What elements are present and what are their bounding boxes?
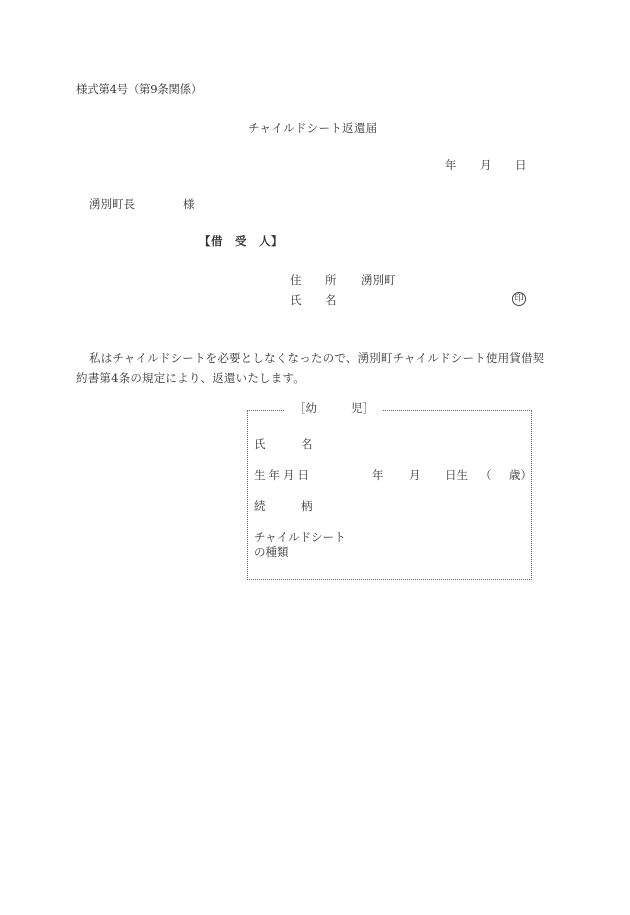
age-open-paren: （: [480, 468, 492, 482]
body-paragraph: 私はチャイルドシートを必要としなくなったので、湧別町チャイルドシート使用貸借契約書第4条の規定により、返還いたします。: [76, 351, 545, 385]
legend-close: 児］: [351, 401, 374, 415]
seal-icon: 印: [512, 292, 526, 306]
seat-type-label-line-2: の種類: [254, 545, 289, 559]
birth-year-label: 年: [372, 468, 384, 482]
infant-name-label-char-2: 名: [301, 437, 313, 451]
seat-type-label-line-1: チャイルドシート: [254, 530, 346, 544]
relation-label-char-2: 柄: [301, 499, 313, 513]
legend-open: ［幼: [294, 401, 317, 415]
birth-day-label: 日生: [445, 468, 468, 482]
date-day-label: 日: [515, 158, 527, 172]
infant-box-legend: [285, 403, 383, 415]
form-number: 様式第4号（第9条関係）: [76, 82, 203, 96]
infant-name-label-char-1: 氏: [254, 437, 266, 451]
relation-label-char-1: 続: [254, 499, 266, 513]
addressee-honorific: 様: [183, 197, 195, 211]
address-label-char-2: 所: [325, 273, 337, 287]
age-label: 歳）: [509, 468, 532, 482]
address-label-char-1: 住: [290, 273, 302, 287]
birthdate-label: 生年月日: [254, 468, 312, 482]
address-value: 湧別町: [361, 273, 396, 287]
date-year-label: 年: [445, 158, 457, 172]
borrower-heading: 【借 受 人】: [199, 234, 283, 248]
date-month-label: 月: [480, 158, 492, 172]
addressee-name: 湧別町長: [89, 197, 135, 211]
document-title: チャイルドシート返還届: [248, 121, 378, 135]
name-label-char-1: 氏: [290, 293, 302, 307]
infant-info-box: [247, 410, 532, 580]
birth-month-label: 月: [409, 468, 421, 482]
name-label-char-2: 名: [325, 293, 337, 307]
